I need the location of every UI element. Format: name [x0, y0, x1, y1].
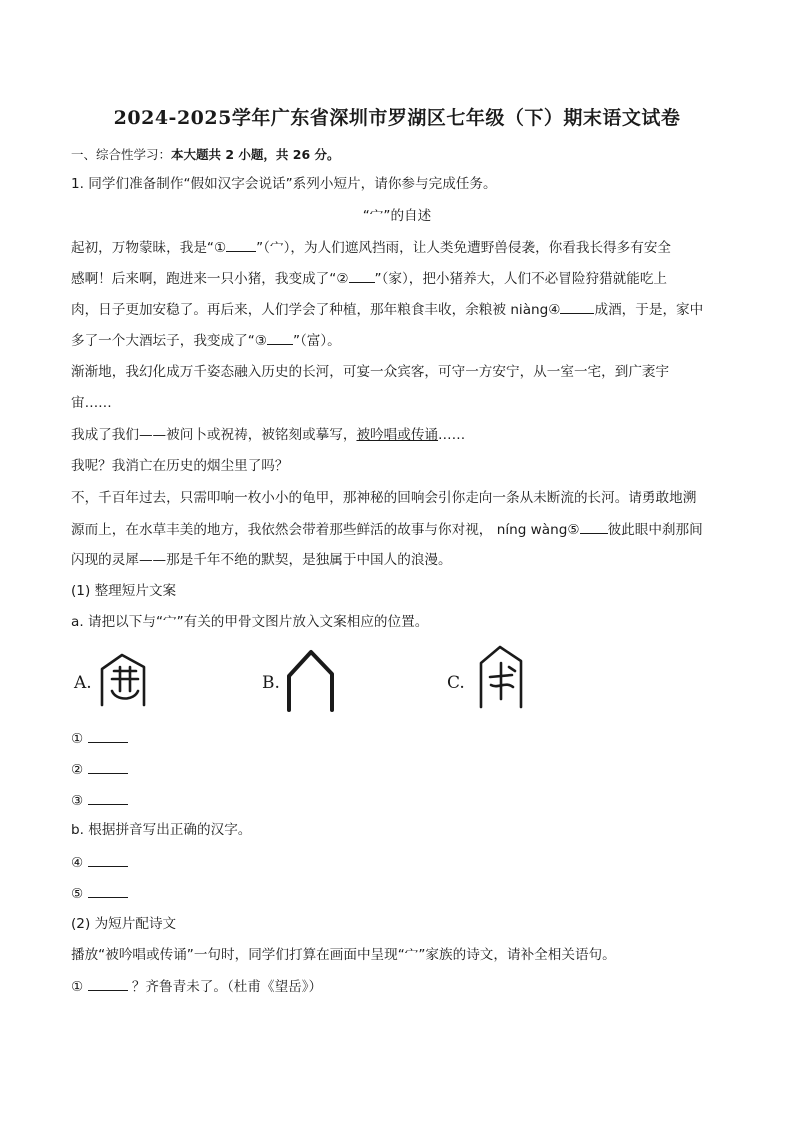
passage-text: 肉，日子更加安稳了。再后来，人们学会了种植，那年粮食丰收，余粮被 niàng④ — [71, 302, 561, 318]
section-heading-prefix: 一、综合性学习： — [71, 147, 172, 162]
answer-line-1 — [71, 728, 128, 749]
passage-line-8: 我呢？我消亡在历史的烟尘里了吗？ — [71, 458, 289, 474]
option-c-label: C. — [447, 673, 465, 693]
passage-text: 源而上，在水草丰美的地方，我依然会带着那些鲜活的故事与你对视， níng wàng⑤ — [71, 522, 580, 538]
passage-text: ”（家），把小猪养大，人们不必冒险狩猎就能吃上 — [374, 271, 668, 287]
passage-title: “宀”的自述 — [362, 208, 432, 224]
answer-field-3[interactable] — [88, 790, 128, 805]
oracle-bone-glyph-a-icon — [96, 651, 154, 709]
answer-blank-4[interactable] — [560, 299, 594, 314]
answer-blank-3[interactable] — [267, 330, 293, 345]
option-a-label: A. — [74, 673, 92, 693]
passage-line-10 — [71, 519, 703, 540]
passage-line-6: 宙…… — [71, 395, 112, 411]
poem-text: ？齐鲁青未了。（杜甫《望岳》） — [131, 979, 323, 995]
answer-line-4 — [71, 852, 128, 873]
passage-line-9: 不，千百年过去，只需叩响一枚小小的龟甲，那神秘的回响会引你走向一条从未断流的长河。请勇敢地溯 — [71, 490, 697, 506]
passage-line-7 — [71, 425, 465, 445]
answer-number: ③ — [71, 793, 84, 809]
passage-text: 我成了我们——被问卜或祝祷，被铭刻或摹写， — [71, 427, 357, 443]
passage-line-4 — [71, 330, 341, 351]
answer-field-5[interactable] — [88, 883, 128, 898]
answer-number: ② — [71, 762, 84, 778]
subquestion-1b: b. 根据拼音写出正确的汉字。 — [71, 822, 252, 838]
option-b-label: B. — [262, 673, 280, 693]
answer-field-4[interactable] — [88, 852, 128, 867]
question-1-intro: 1. 同学们准备制作“假如汉字会说话”系列小短片，请你参与完成任务。 — [71, 176, 497, 192]
subquestion-1: (1) 整理短片文案 — [71, 583, 177, 599]
section-heading — [71, 145, 340, 165]
answer-blank-5[interactable] — [580, 519, 608, 534]
oracle-bone-glyph-c-icon — [476, 643, 526, 711]
passage-text: 多了一个大酒坛子，我变成了“③ — [71, 333, 267, 349]
section-heading-score: 本大题共 2 小题，共 26 分。 — [171, 147, 340, 162]
passage-text: 成酒，于是，家中 — [594, 302, 704, 318]
answer-blank-2[interactable] — [349, 268, 375, 283]
subquestion-2-text: 播放“被吟唱或传诵”一句时，同学们打算在画面中呈现“宀”家族的诗文，请补全相关语句。 — [71, 947, 616, 963]
passage-text: 感啊！后来啊，跑进来一只小猪，我变成了“② — [71, 271, 349, 287]
passage-text: 起初，万物蒙昧，我是“① — [71, 240, 227, 256]
answer-number: ④ — [71, 855, 84, 871]
answer-number: ⑤ — [71, 886, 84, 902]
passage-line-5: 渐渐地，我幻化成万千姿态融入历史的长河，可宴一众宾客，可守一方安宁，从一室一宅，到广袤宇 — [71, 364, 670, 380]
passage-line-2 — [71, 268, 667, 289]
poem-line-1 — [71, 976, 322, 997]
passage-line-3 — [71, 299, 703, 320]
answer-field-1[interactable] — [88, 728, 128, 743]
answer-line-5 — [71, 883, 128, 904]
passage-text: ”（宀），为人们遮风挡雨，让人类免遭野兽侵袭，你看我长得多有安全 — [256, 240, 672, 256]
answer-number: ① — [71, 731, 84, 747]
answer-line-2 — [71, 759, 128, 780]
passage-line-1 — [71, 237, 671, 258]
answer-blank-1[interactable] — [226, 237, 256, 252]
oracle-bone-glyph-b-icon — [284, 648, 338, 714]
passage-text: 彼此眼中刹那间 — [607, 522, 703, 538]
answer-number: ① — [71, 979, 84, 995]
passage-text: ”（富）。 — [292, 333, 341, 349]
underlined-phrase: 被吟唱或传诵 — [356, 427, 439, 443]
passage-line-11: 闪现的灵犀——那是千年不绝的默契，是独属于中国人的浪漫。 — [71, 552, 452, 568]
answer-field-2[interactable] — [88, 759, 128, 774]
passage-text: …… — [438, 427, 466, 443]
answer-line-3 — [71, 790, 128, 811]
subquestion-1a: a. 请把以下与“宀”有关的甲骨文图片放入文案相应的位置。 — [71, 614, 429, 630]
poem-answer-field-1[interactable] — [88, 976, 128, 991]
exam-title: 2024-2025学年广东省深圳市罗湖区七年级（下）期末语文试卷 — [113, 107, 681, 129]
subquestion-2: (2) 为短片配诗文 — [71, 916, 177, 932]
